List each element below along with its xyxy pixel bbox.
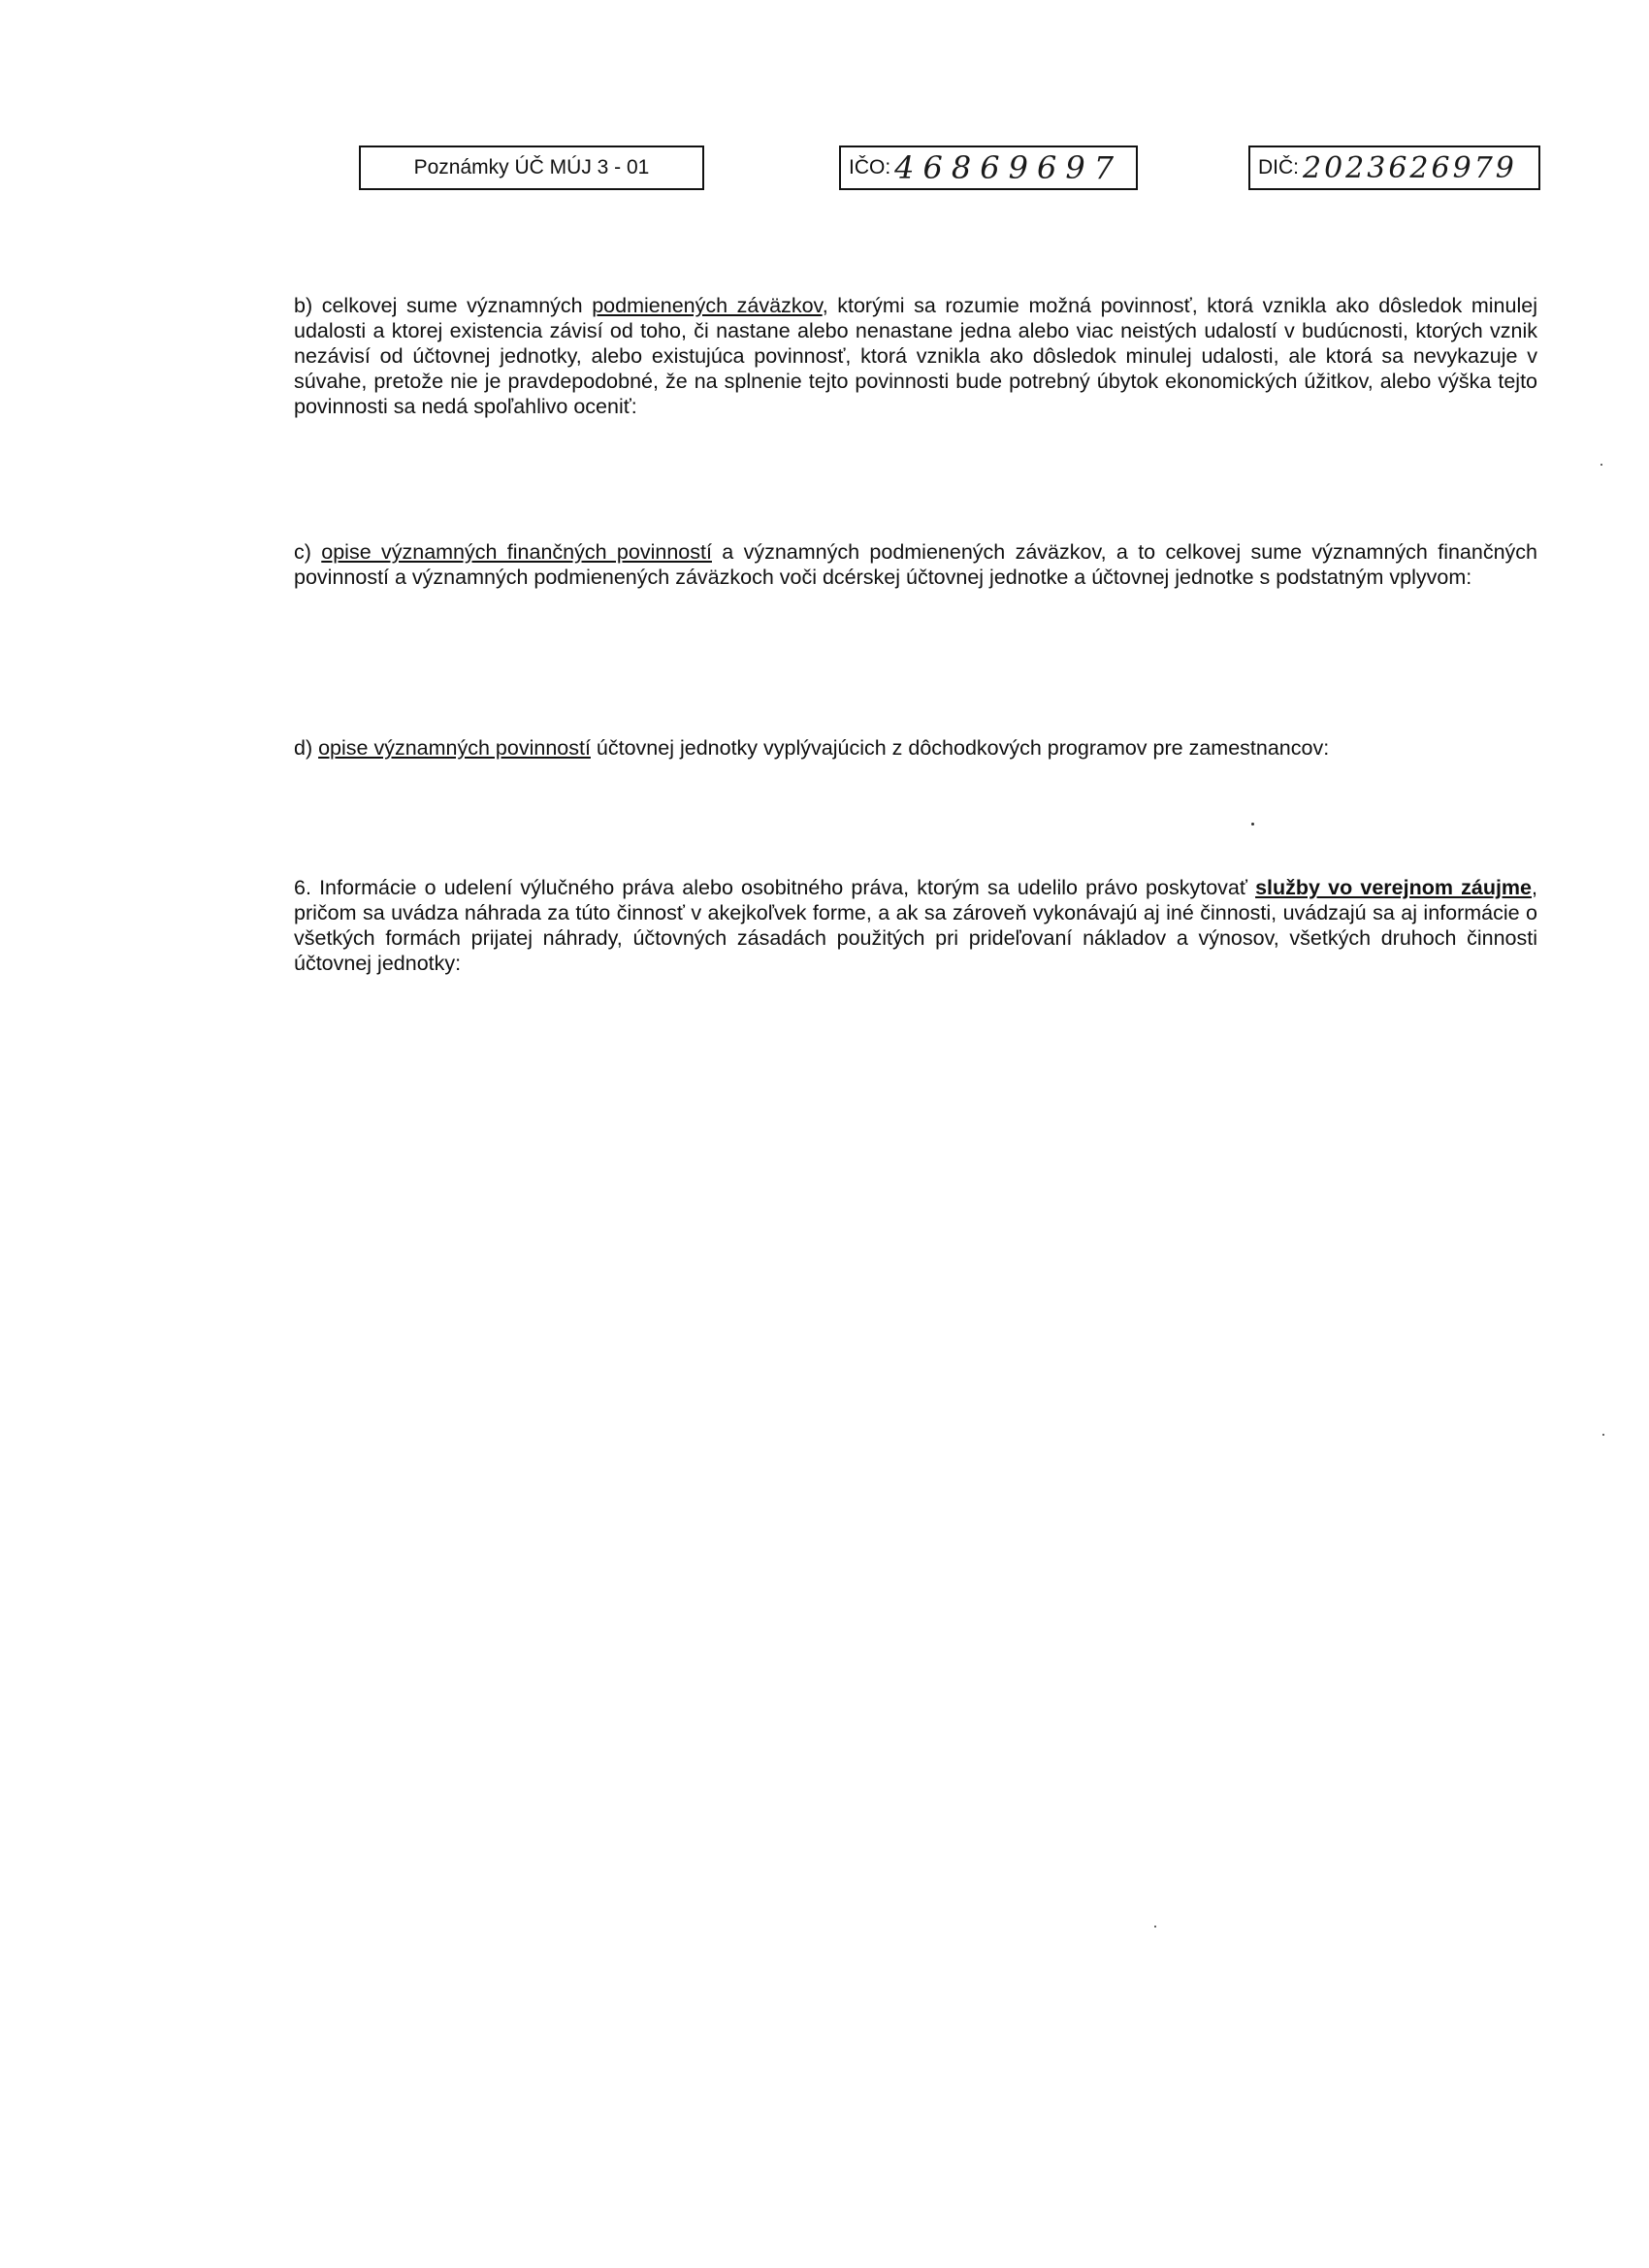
scan-speck <box>1251 823 1254 826</box>
ico-box <box>839 146 1138 190</box>
section-6-paragraph <box>294 875 1537 976</box>
section-b-text: , ktorými sa rozumie možná povinnosť, ktorá vznikla ako dôsledok minulej udalosti a ktorej existencia závisí od toho, či nastane alebo nenastane jedna alebo viac neistých udalostí v budúcnosti, ktorých vznik nezávisí od účtovnej jednotky, alebo existujúca povinnosť, ktorá vznikla ako dôsledok minulej udalosti, ale ktorá sa nevykazuje v súvahe, pretože nie je pravdepodobné, že na splnenie tejto povinnosti bude potrebný úbytok ekonomických úžitkov, alebo výška tejto povinnosti sa nedá spoľahlivo oceniť: <box>294 294 1537 418</box>
section-b-prefix: b) celkovej sume významných <box>294 294 593 317</box>
section-c-prefix: c) <box>294 540 322 564</box>
section-d-text: účtovnej jednotky vyplývajúcich z dôchodkových programov pre zamestnancov: <box>590 736 1330 760</box>
scan-speck <box>1154 1926 1156 1928</box>
section-d-term: opise významných povinností <box>318 736 591 760</box>
form-title-box <box>359 146 704 190</box>
dic-box <box>1248 146 1540 190</box>
section-6-term: služby vo verejnom záujme <box>1255 876 1533 899</box>
section-6-prefix: 6. Informácie o udelení výlučného práva alebo osobitného práva, ktorým sa udelilo právo poskytovať <box>294 876 1256 899</box>
section-b-term: podmienených záväzkov <box>592 294 823 317</box>
section-b-paragraph <box>294 293 1537 419</box>
dic-label: DIČ: <box>1258 156 1299 178</box>
section-d-prefix: d) <box>294 736 319 760</box>
ico-label: IČO: <box>849 156 891 178</box>
ico-value: 46869697 <box>894 149 1123 186</box>
scan-speck <box>1600 464 1602 466</box>
section-c-paragraph <box>294 539 1537 590</box>
dic-value: 2023626979 <box>1303 150 1517 185</box>
form-title: Poznámky ÚČ MÚJ 3 - 01 <box>413 156 650 178</box>
section-6-text: , pričom sa uvádza náhrada za túto činnosť v akejkoľvek forme, a ak sa zároveň vykonávajú aj iné činnosti, uvádzajú sa aj informácie o všetkých formách prijatej náhrady, účtovných zásadách použitých pri prideľovaní nákladov a výnosov, všetkých druhoch činnosti účtovnej jednotky: <box>294 876 1537 975</box>
section-c-text: a významných podmienených záväzkov, a to celkovej sume významných finančných povinností a významných podmienených záväzkoch voči dcérskej účtovnej jednotke a účtovnej jednotke s podstatným vplyvom: <box>294 540 1538 589</box>
section-c-term: opise významných finančných povinností <box>321 540 712 564</box>
scan-speck <box>1602 1434 1604 1436</box>
section-d-paragraph <box>294 735 1537 761</box>
